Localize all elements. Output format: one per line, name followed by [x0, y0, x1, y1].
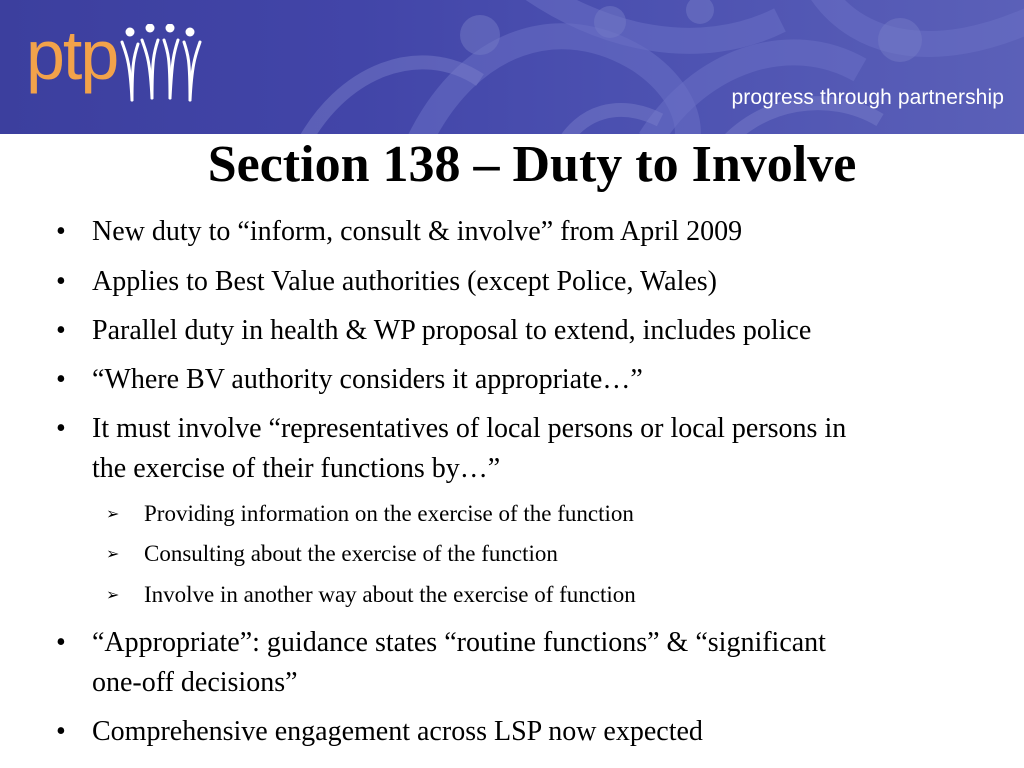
bullet-item [56, 623, 846, 703]
bullet-marker: • [56, 266, 66, 297]
sub-bullet-item [106, 498, 986, 530]
sub-bullet-text: Involve in another way about the exercise of function [144, 582, 636, 607]
slide-title: Section 138 – Duty to Involve [207, 136, 857, 193]
bullet-text: New duty to “inform, consult & involve” from April 2009 [92, 216, 743, 247]
bullet-marker: • [56, 315, 66, 346]
bullet-text: It must involve “representatives of local persons or local persons in the exercise of their functions by…” [92, 413, 847, 484]
sub-bullet-item [106, 538, 986, 570]
bullet-marker: • [56, 364, 66, 395]
bullet-item [56, 262, 986, 302]
arrow-bullet-icon: ➢ [106, 504, 120, 523]
bullet-marker: • [56, 216, 66, 247]
bullet-text: “Appropriate”: guidance states “routine functions” & “significant one-off decisions” [92, 627, 826, 698]
bullet-item [56, 311, 986, 351]
bullet-item [56, 409, 876, 489]
arrow-bullet-icon: ➢ [106, 544, 120, 563]
bullet-text: Parallel duty in health & WP proposal to extend, includes police [92, 315, 812, 346]
bullet-item [56, 360, 986, 400]
bullet-marker: • [56, 627, 66, 658]
sub-bullet-text: Providing information on the exercise of the function [144, 501, 634, 526]
sub-bullet-text: Consulting about the exercise of the function [144, 541, 558, 566]
sub-bullet-item [106, 579, 986, 611]
bullet-marker: • [56, 413, 66, 444]
bullet-text: Applies to Best Value authorities (except Police, Wales) [92, 266, 718, 297]
bullet-item [56, 212, 986, 252]
tagline: progress through partnership [731, 86, 1004, 109]
bullet-text: Comprehensive engagement across LSP now expected [92, 716, 703, 747]
bullet-item [56, 712, 986, 752]
bullet-marker: • [56, 716, 66, 747]
logo-wordmark: ptp [26, 16, 118, 94]
arrow-bullet-icon: ➢ [106, 585, 120, 604]
bullet-text: “Where BV authority considers it appropriate…” [92, 364, 643, 395]
